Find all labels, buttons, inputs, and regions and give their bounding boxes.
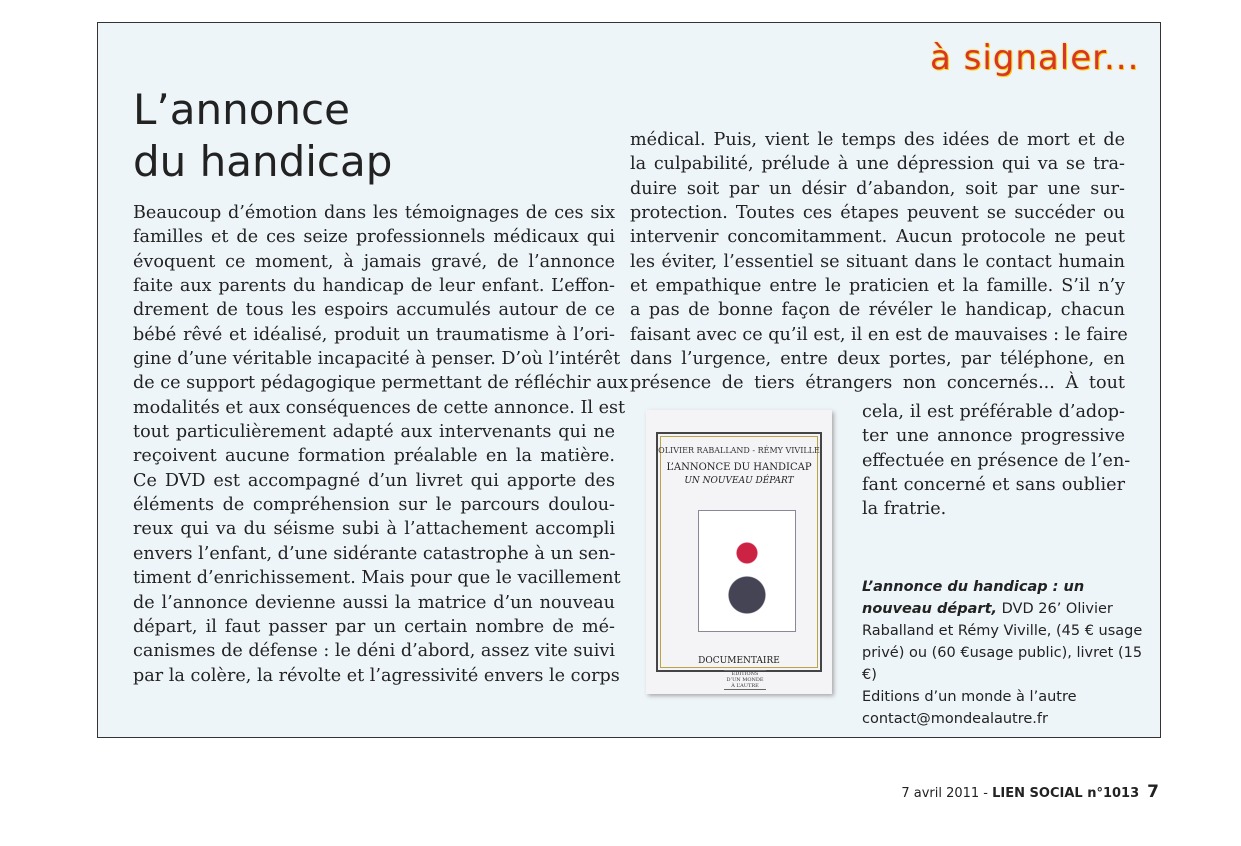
product-caption bbox=[862, 576, 1152, 730]
text-line: reçoivent aucune formation préalable en la matière. bbox=[133, 446, 615, 467]
text-line: et empathique entre le praticien et la famille. S’il n’y bbox=[630, 276, 1125, 297]
text-line: bébé rêvé et idéalisé, produit un traumatisme à l’ori- bbox=[133, 324, 615, 345]
text-line: départ, il faut passer par un certain nombre de mé- bbox=[133, 616, 615, 637]
text-line: drement de tous les espoirs accumulés autour de ce bbox=[133, 300, 615, 321]
text-line: de ce support pédagogique permettant de réfléchir aux bbox=[133, 373, 629, 394]
text-line: la culpabilité, prélude à une dépression qui va se tra- bbox=[630, 154, 1125, 175]
text-line: dans l’urgence, entre deux portes, par téléphone, en bbox=[630, 349, 1125, 370]
text-line: médical. Puis, vient le temps des idées de mort et de bbox=[630, 130, 1125, 150]
article-title bbox=[133, 84, 392, 188]
text-line: canismes de défense : le déni d’abord, assez vite suivi bbox=[133, 641, 615, 662]
title-line: du handicap bbox=[133, 137, 393, 186]
left-column bbox=[133, 201, 629, 688]
text-line: tout particulièrement adapté aux intervenants qui ne bbox=[133, 422, 615, 443]
cover-title: L’ANNONCE DU HANDICAP bbox=[666, 462, 812, 473]
right-column bbox=[630, 128, 1128, 396]
page-number: 7 bbox=[1147, 782, 1159, 802]
text-line: présence de tiers étrangers non concernés... À tout bbox=[630, 373, 1125, 394]
footer-publication: LIEN SOCIAL n°1013 bbox=[992, 786, 1140, 801]
text-line: faite aux parents du handicap de leur enfant. L’effon- bbox=[133, 276, 615, 297]
text-line: a pas de bonne façon de révéler le handicap, chacun bbox=[630, 300, 1125, 321]
text-line: envers l’enfant, d’une sidérante catastrophe à un sen- bbox=[133, 543, 616, 564]
text-line: effectuée en présence de l’en- bbox=[862, 450, 1131, 471]
text-line: timent d’enrichissement. Mais pour que le vacillement bbox=[133, 568, 621, 589]
cover-genre: DOCUMENTAIRE bbox=[698, 656, 780, 666]
text-line: les éviter, l’essentiel se situant dans le contact humain bbox=[630, 251, 1125, 272]
text-line: gine d’une véritable incapacité à penser. D’où l’intérêt bbox=[133, 349, 621, 370]
text-line: fant concerné et sans oublier bbox=[862, 475, 1125, 496]
text-line: cela, il est préférable d’adop- bbox=[862, 402, 1125, 422]
text-line: protection. Toutes ces étapes peuvent se succéder ou bbox=[630, 203, 1125, 224]
text-line: par la colère, la révolte et l’agressivité envers le corps bbox=[133, 665, 620, 686]
text-line: intervenir concomitamment. Aucun protocole ne peut bbox=[630, 227, 1125, 248]
dvd-cover-image bbox=[646, 410, 832, 694]
caption-contact: contact@mondealautre.fr bbox=[862, 711, 1048, 727]
text-line: modalités et aux conséquences de cette annonce. Il est bbox=[133, 397, 626, 418]
text-line: faisant avec ce qu’il est, il en est de mauvaises : le faire bbox=[630, 324, 1128, 345]
caption-publisher: Editions d’un monde à l’autre bbox=[862, 689, 1077, 705]
text-line: reux qui va du séisme subi à l’attachement accompli bbox=[133, 519, 615, 540]
cover-publisher-logo: ÉDITIONS D’UN MONDE À L’AUTRE bbox=[724, 670, 766, 690]
text-line: la fratrie. bbox=[862, 499, 947, 520]
text-line: éléments de compréhension sur le parcours doulou- bbox=[133, 495, 615, 516]
text-line: Beaucoup d’émotion dans les témoignages de ces six bbox=[133, 203, 615, 223]
footer-date: 7 avril 2011 - bbox=[901, 786, 993, 801]
right-column-narrow bbox=[862, 400, 1131, 522]
text-line: duire soit par un désir d’abandon, soit par une sur- bbox=[630, 178, 1125, 199]
text-line: évoquent ce moment, à jamais gravé, de l’annonce bbox=[133, 251, 615, 272]
cover-frame bbox=[656, 432, 822, 689]
cover-authors: OLIVIER RABALLAND - RÉMY VIVILLE bbox=[658, 446, 820, 455]
text-line: familles et de ces seize professionnels médicaux qui bbox=[133, 227, 615, 248]
cover-subtitle: UN NOUVEAU DÉPART bbox=[684, 476, 794, 486]
cover-illustration bbox=[698, 510, 796, 632]
title-line: L’annonce bbox=[133, 85, 350, 134]
page-footer bbox=[901, 782, 1159, 802]
text-line: ter une annonce progressive bbox=[862, 426, 1125, 447]
caption-details: DVD 26’ Olivier Raballand et Rémy Viville, (45 € usage privé) ou (60 €usage public), livret (15 €) bbox=[862, 601, 1143, 683]
section-kicker: à signaler... bbox=[930, 38, 1140, 78]
caption-title: L’annonce du handicap : un nouveau départ, bbox=[862, 579, 1085, 617]
text-line: de l’annonce devienne aussi la matrice d’un nouveau bbox=[133, 592, 615, 613]
text-line: Ce DVD est accompagné d’un livret qui apporte des bbox=[133, 470, 615, 491]
